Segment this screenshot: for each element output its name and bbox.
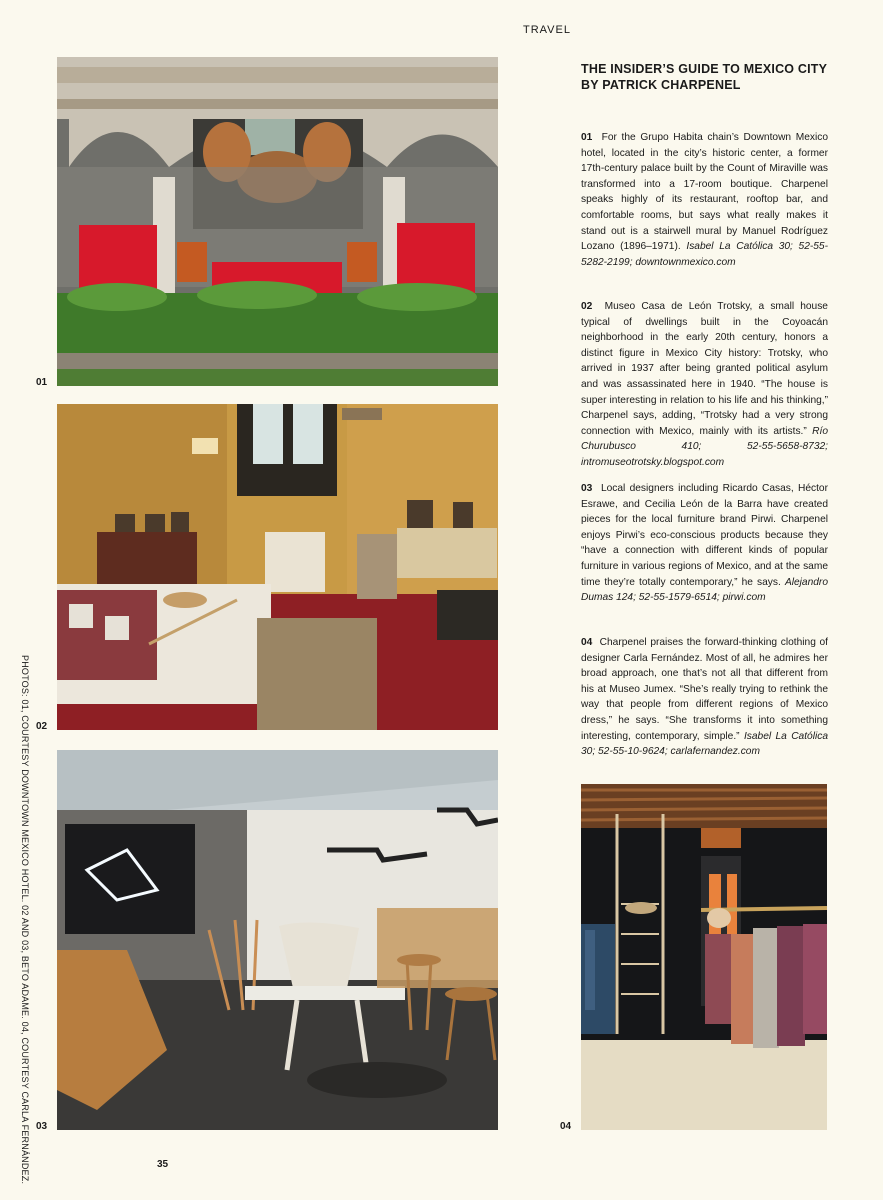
entry-01 <box>581 130 828 270</box>
entry-number: 02 <box>581 301 593 312</box>
photo-label-04: 04 <box>560 1121 572 1132</box>
photo-hotel-courtyard <box>57 57 498 386</box>
entry-info: Alejandro Dumas 124; 52-55-1579-6514; pirwi.com <box>581 576 828 604</box>
entry-04 <box>581 635 828 760</box>
photo-label-03: 03 <box>36 1121 48 1132</box>
photo-credit: PHOTOS: 01, COURTESY DOWNTOWN MEXICO HOTEL. 02 AND 03, BETO ADAME. 04, COURTESY CARLA FERNÁNDEZ. <box>20 655 30 1185</box>
headline-byline: BY PATRICK CHARPENEL <box>581 78 741 92</box>
entry-info: Isabel La Católica 30; 52-55-5282-2199; downtownmexico.com <box>581 241 828 268</box>
headline-title: THE INSIDER’S GUIDE TO MEXICO CITY <box>581 62 828 76</box>
photo-pirwi-showroom <box>57 750 498 1130</box>
entry-number: 04 <box>581 637 593 648</box>
entry-02 <box>581 299 828 471</box>
entry-info: Isabel La Católica 30; 52-55-10-9624; carlafernandez.com <box>581 730 828 758</box>
entry-text: Local designers including Ricardo Casas, Héctor Esrawe, and Cecilia León de la Barra have created pieces for the local furniture brand Pirwi. Charpenel enjoys Pirwi’s eco-conscious products because they “have a connection with different kinds of popular furniture in various regions of Mexico, and at the same time they’re totally contemporary,” he says. <box>581 483 828 588</box>
section-label: TRAVEL <box>523 24 571 36</box>
entry-info: Río Churubusco 410; 52-55-5658-8732; intromuseotrotsky.blogspot.com <box>581 425 828 468</box>
page-number: 35 <box>157 1159 169 1170</box>
article-headline <box>581 61 841 93</box>
photo-label-02: 02 <box>36 721 48 732</box>
photo-trotsky-bedroom <box>57 404 498 730</box>
entry-text: Charpenel praises the forward-thinking clothing of designer Carla Fernández. Most of all, he admires her broad approach, one that’s not all that different from his at Museo Jumex. “She’s really trying to rethink the way that people from different regions of Mexico dress,” he says. “She transforms it into something interesting, contemporary, simple.” <box>581 637 829 742</box>
photo-label-01: 01 <box>36 377 48 388</box>
entry-number: 03 <box>581 483 593 494</box>
entry-text: For the Grupo Habita chain’s Downtown Mexico hotel, located in the city’s historic center, a former 17th-century palace built by the Count of Miraville was transformed into a 17-room boutique. Charpenel speaks highly of its restaurant, rooftop bar, and comfortable rooms, but says what really makes it stand out is a stairwell mural by Manuel Rodríguez Lozano (1896–1971). <box>581 132 828 253</box>
entry-03 <box>581 481 828 606</box>
entry-text: Museo Casa de León Trotsky, a small house typical of dwellings built in the Coyoacán neighborhood in the early 20th century, honors a distinct figure in Mexico City history: Trotsky, who arrived in 1937 after being granted political asylum and was assassinated here in 1940. “The house is super interesting in relation to his life and his thinking,” Charpenel says, adding, “Trotsky had a very strong connection with Mexico, mainly with its artists.” <box>581 301 828 437</box>
photo-carla-fernandez-boutique <box>581 784 827 1130</box>
entry-number: 01 <box>581 132 593 143</box>
